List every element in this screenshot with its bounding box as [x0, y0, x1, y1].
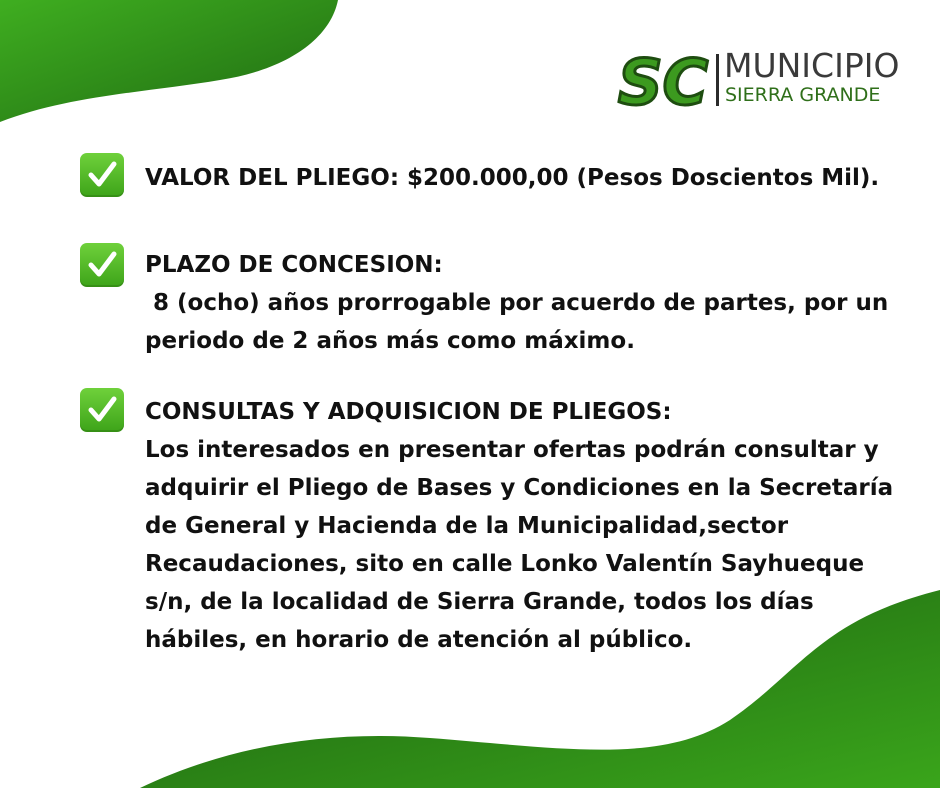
text-line: de General y Hacienda de la Municipalidad,sector: [145, 513, 789, 539]
top-left-wave: [0, 0, 338, 122]
text-line: periodo de 2 años más como máximo.: [145, 328, 635, 354]
logo-subtitle: SIERRA GRANDE: [725, 84, 881, 106]
check-mark-button-icon: [80, 153, 124, 197]
sc-monogram-icon: [616, 46, 712, 110]
text-line: CONSULTAS Y ADQUISICION DE PLIEGOS:: [145, 399, 672, 425]
text-line: PLAZO DE CONCESION:: [145, 252, 443, 278]
text-line: VALOR DEL PLIEGO: $200.000,00 (Pesos Doscientos Mil).: [145, 165, 880, 191]
text-line: adquirir el Pliego de Bases y Condiciones en la Secretaría: [145, 475, 894, 501]
check-mark-button-icon: [80, 243, 124, 287]
svg-text:SC: SC: [618, 46, 709, 110]
consultations-text: [145, 393, 893, 659]
text-line: 8 (ocho) años prorrogable por acuerdo de partes, por un: [145, 290, 889, 316]
logo-title: MUNICIPIO: [724, 46, 900, 85]
text-line: s/n, de la localidad de Sierra Grande, todos los días: [145, 589, 814, 615]
check-mark-button-icon: [80, 388, 124, 432]
municipio-logo: [616, 46, 906, 110]
pliego-value-text: [145, 159, 879, 197]
logo-divider: [716, 54, 719, 106]
concession-term-text: [145, 246, 888, 360]
text-line: hábiles, en horario de atención al público.: [145, 627, 693, 653]
text-line: Los interesados en presentar ofertas podrán consultar y: [145, 437, 879, 463]
text-line: Recaudaciones, sito en calle Lonko Valentín Sayhueque: [145, 551, 865, 577]
